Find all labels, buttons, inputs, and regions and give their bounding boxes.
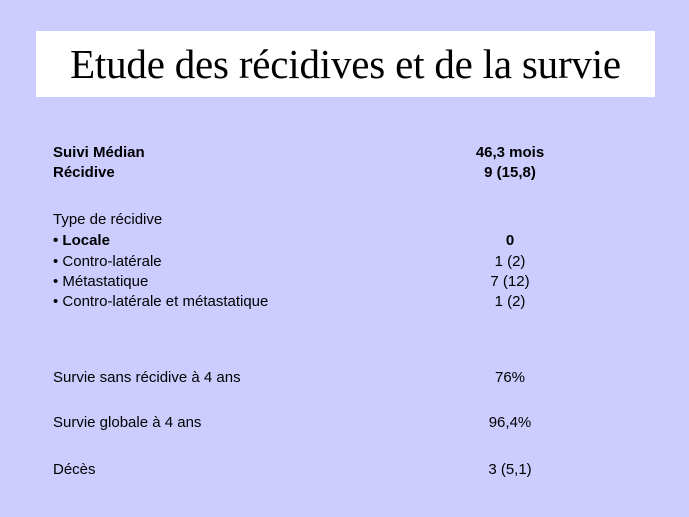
table-row <box>0 413 689 433</box>
row-label: • Métastatique <box>53 273 149 290</box>
table-row <box>0 163 689 183</box>
row-value: 3 (5,1) <box>488 461 532 478</box>
row-value: 76% <box>494 369 526 386</box>
slide-title: Etude des récidives et de la survie <box>70 41 621 87</box>
table-row <box>0 231 689 251</box>
row-value: 46,3 mois <box>475 144 545 161</box>
table-row <box>0 210 689 230</box>
row-label: Décès <box>53 461 96 478</box>
row-value: 1 (2) <box>494 293 526 310</box>
row-value: 9 (15,8) <box>484 164 536 181</box>
row-label: Suivi Médian <box>53 144 145 161</box>
table-row <box>0 292 689 312</box>
row-value: 7 (12) <box>490 273 530 290</box>
row-value: 0 <box>505 232 515 249</box>
row-label: • Contro-latérale et métastatique <box>53 293 269 310</box>
title-box <box>36 31 655 97</box>
row-value: 96,4% <box>488 414 532 431</box>
row-label: Survie sans récidive à 4 ans <box>53 369 241 386</box>
table-row <box>0 368 689 388</box>
row-label: Survie globale à 4 ans <box>53 414 202 431</box>
row-label: • Contro-latérale <box>53 253 162 270</box>
table-row <box>0 460 689 480</box>
table-row <box>0 272 689 292</box>
table-row <box>0 252 689 272</box>
row-value: 1 (2) <box>494 253 526 270</box>
table-row <box>0 143 689 163</box>
row-label: Type de récidive <box>53 211 163 228</box>
row-label: • Locale <box>53 232 110 249</box>
row-label: Récidive <box>53 164 115 181</box>
